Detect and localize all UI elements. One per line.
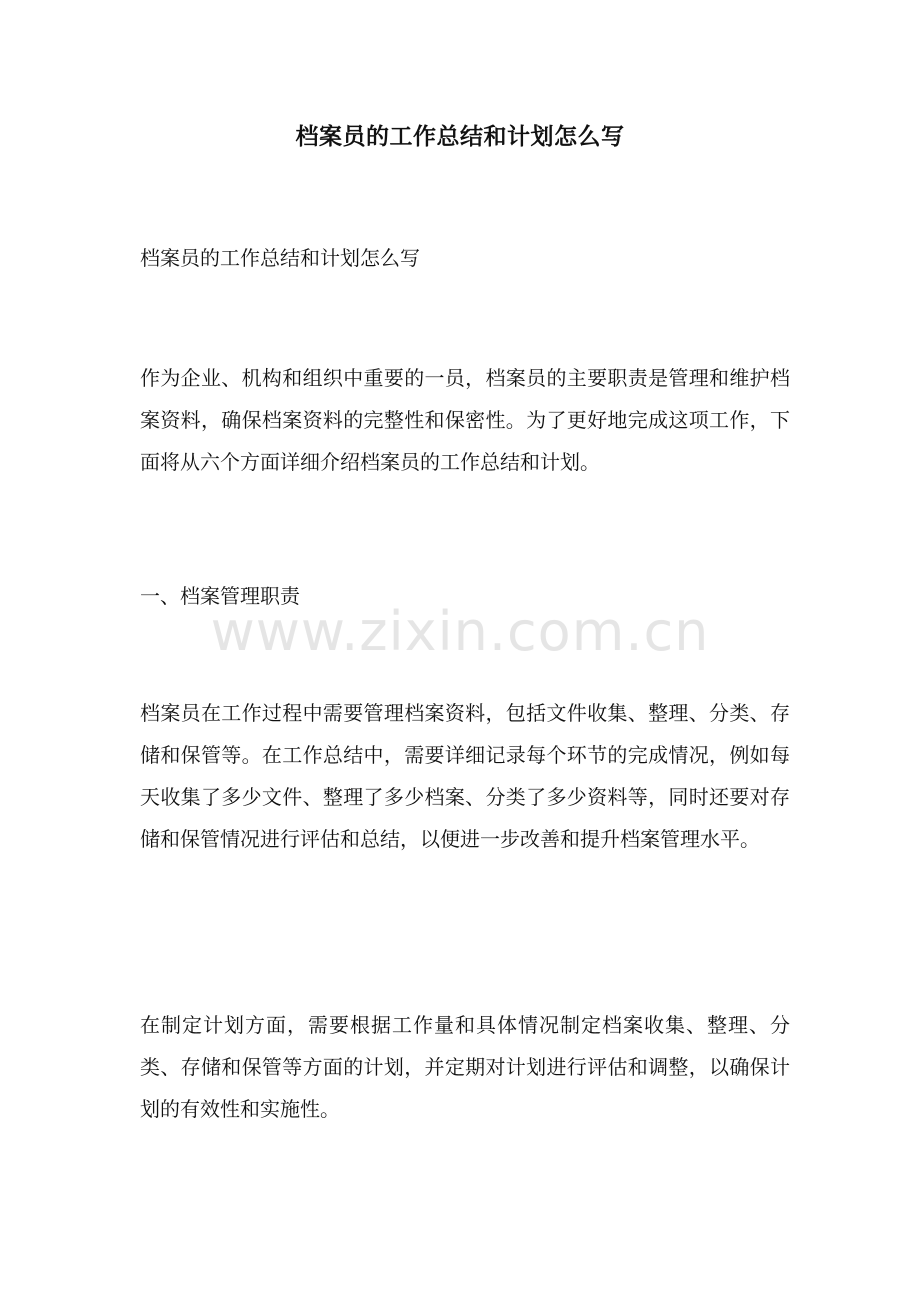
document-title: 档案员的工作总结和计划怎么写 — [295, 123, 625, 150]
section-heading: 一、档案管理职责 — [140, 584, 300, 608]
document-subtitle: 档案员的工作总结和计划怎么写 — [140, 246, 420, 270]
watermark-text: www.zixin.com.cn — [210, 600, 710, 663]
section-paragraph: 档案员在工作过程中需要管理档案资料，包括文件收集、整理、分类、存储和保管等。在工作总结中，需要详细记录每个环节的完成情况，例如每天收集了多少文件、整理了多少档案、分类了多少资料等，同时还要对存储和保管情况进行评估和总结，以便进一步改善和提升档案管理水平。 — [140, 701, 790, 851]
section-paragraph: 在制定计划方面，需要根据工作量和具体情况制定档案收集、整理、分类、存储和保管等方面的计划，并定期对计划进行评估和调整，以确保计划的有效性和实施性。 — [140, 1013, 790, 1121]
intro-paragraph: 作为企业、机构和组织中重要的一员，档案员的主要职责是管理和维护档案资料，确保档案资料的完整性和保密性。为了更好地完成这项工作，下面将从六个方面详细介绍档案员的工作总结和计划。 — [140, 366, 790, 474]
